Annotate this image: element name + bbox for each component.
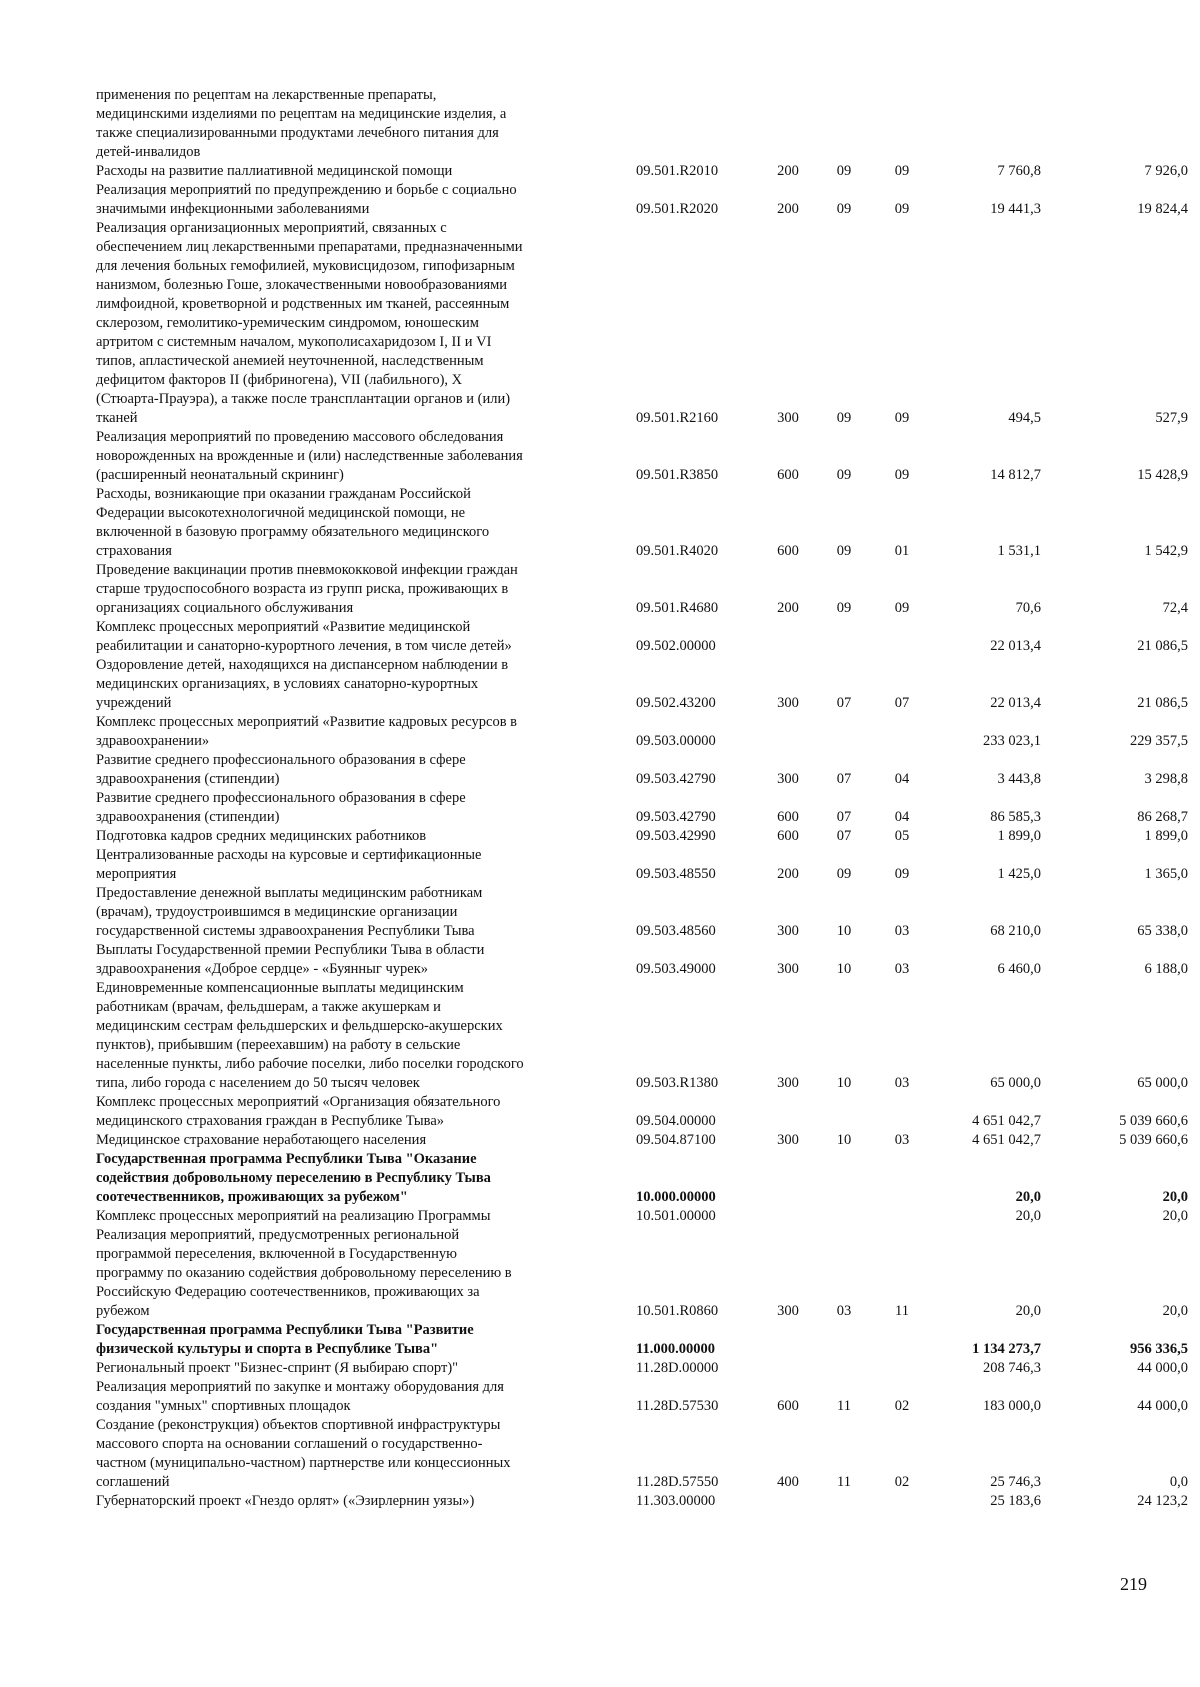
row-description: Губернаторский проект «Гнездо орлят» («Эзирлернин уязы») [96, 1493, 475, 1509]
row-section: 09 [836, 866, 852, 882]
row-code: 09.503.42990 [636, 828, 716, 844]
table-row [96, 979, 1194, 1093]
table-row [96, 485, 1194, 561]
row-subsection: 09 [894, 600, 910, 616]
row-expense-type [761, 1093, 815, 1131]
row-section [815, 1321, 873, 1359]
row-subsection: 02 [894, 1398, 910, 1414]
row-expense-type: 600 [777, 809, 799, 825]
table-row [96, 1093, 1194, 1131]
row-subsection: 03 [894, 961, 910, 977]
row-subsection [873, 1207, 931, 1226]
row-subsection [873, 618, 931, 656]
row-amount-year-1 [931, 86, 1067, 162]
row-expense-type [761, 1492, 815, 1511]
row-amount-year-2: 527,9 [1155, 410, 1188, 426]
row-amount-year-1: 65 000,0 [990, 1075, 1041, 1091]
row-subsection: 09 [894, 201, 910, 217]
row-amount-year-1: 20,0 [1015, 1189, 1041, 1205]
row-amount-year-1: 1 899,0 [997, 828, 1041, 844]
row-amount-year-1: 14 812,7 [990, 467, 1041, 483]
row-section [815, 1492, 873, 1511]
row-amount-year-2: 229 357,5 [1130, 733, 1188, 749]
row-description: Реализация мероприятий по проведению массового обследования новорожденных на врожденные и (или) наследственные заболевания (расширенный неонатальный скрининг) [96, 429, 523, 483]
row-subsection: 09 [894, 410, 910, 426]
row-expense-type [761, 86, 815, 162]
row-subsection: 09 [894, 163, 910, 179]
row-amount-year-1: 1 531,1 [997, 543, 1041, 559]
row-section [815, 713, 873, 751]
row-section: 03 [836, 1303, 852, 1319]
row-code: 11.303.00000 [636, 1493, 716, 1509]
row-subsection [873, 713, 931, 751]
row-amount-year-1: 86 585,3 [990, 809, 1041, 825]
table-row [96, 1150, 1194, 1207]
table-row [96, 941, 1194, 979]
row-description: Проведение вакцинации против пневмококковой инфекции граждан старше трудоспособного возраста из групп риска, проживающих в организациях социального обслуживания [96, 562, 518, 616]
row-expense-type: 300 [777, 1075, 799, 1091]
table-row [96, 86, 1194, 162]
row-section: 11 [837, 1474, 851, 1490]
row-expense-type [761, 1150, 815, 1207]
row-description: Комплекс процессных мероприятий «Развитие медицинской реабилитации и санаторно-курортного лечения, в том числе детей» [96, 619, 512, 654]
row-description: Государственная программа Республики Тыва "Развитие физической культуры и спорта в Республике Тыва" [96, 1322, 474, 1357]
row-description: Оздоровление детей, находящихся на диспансерном наблюдении в медицинских организациях, в условиях санаторно-курортных учреждений [96, 657, 509, 711]
row-amount-year-2: 3 298,8 [1144, 771, 1188, 787]
row-subsection: 03 [894, 923, 910, 939]
row-subsection: 07 [894, 695, 910, 711]
row-amount-year-2: 65 000,0 [1137, 1075, 1188, 1091]
table-row [96, 428, 1194, 485]
row-section: 09 [836, 600, 852, 616]
table-row [96, 713, 1194, 751]
row-description: Подготовка кадров средних медицинских работников [96, 828, 427, 844]
row-code: 09.503.48560 [636, 923, 716, 939]
table-row [96, 827, 1194, 846]
row-code: 09.501.R4020 [636, 543, 719, 559]
row-expense-type: 600 [777, 467, 799, 483]
row-section [815, 1359, 873, 1378]
row-amount-year-1: 4 651 042,7 [972, 1132, 1041, 1148]
row-expense-type: 600 [777, 543, 799, 559]
table-row [96, 1321, 1194, 1359]
table-row [96, 1131, 1194, 1150]
row-code: 09.503.48550 [636, 866, 716, 882]
row-section: 07 [836, 695, 852, 711]
row-amount-year-2: 0,0 [1169, 1474, 1188, 1490]
row-description: Реализация мероприятий по предупреждению и борьбе с социально значимыми инфекционными заболеваниями [96, 182, 517, 217]
row-section: 09 [836, 543, 852, 559]
row-amount-year-2: 19 824,4 [1137, 201, 1188, 217]
row-section: 10 [836, 1132, 852, 1148]
row-expense-type: 300 [777, 695, 799, 711]
row-expense-type [761, 618, 815, 656]
row-code [636, 86, 761, 162]
row-description: Расходы на развитие паллиативной медицинской помощи [96, 163, 453, 179]
row-expense-type: 300 [777, 410, 799, 426]
row-section: 09 [836, 201, 852, 217]
row-amount-year-1: 25 746,3 [990, 1474, 1041, 1490]
row-amount-year-2 [1067, 86, 1194, 162]
row-subsection [873, 1150, 931, 1207]
table-row [96, 181, 1194, 219]
page-number: 219 [1120, 1574, 1147, 1594]
row-code: 09.504.00000 [636, 1113, 716, 1129]
row-amount-year-2: 86 268,7 [1137, 809, 1188, 825]
row-amount-year-1: 233 023,1 [983, 733, 1041, 749]
row-section: 09 [836, 163, 852, 179]
row-subsection: 04 [894, 771, 910, 787]
row-section [815, 1093, 873, 1131]
row-amount-year-2: 1 365,0 [1144, 866, 1188, 882]
row-description: Развитие среднего профессионального образования в сфере здравоохранения (стипендии) [96, 752, 466, 787]
row-subsection: 05 [894, 828, 910, 844]
row-subsection [873, 86, 931, 162]
row-code: 09.504.87100 [636, 1132, 716, 1148]
row-amount-year-1: 20,0 [1015, 1303, 1041, 1319]
row-amount-year-2: 5 039 660,6 [1119, 1113, 1188, 1129]
row-section: 10 [836, 1075, 852, 1091]
row-description: Развитие среднего профессионального образования в сфере здравоохранения (стипендии) [96, 790, 466, 825]
row-expense-type: 300 [777, 1132, 799, 1148]
row-description: Комплекс процессных мероприятий «Развитие кадровых ресурсов в здравоохранении» [96, 714, 518, 749]
row-subsection: 09 [894, 866, 910, 882]
row-amount-year-2: 20,0 [1162, 1208, 1188, 1224]
row-section: 07 [836, 809, 852, 825]
row-code: 11.28D.57530 [636, 1398, 719, 1414]
row-amount-year-1: 22 013,4 [990, 695, 1041, 711]
row-amount-year-2: 65 338,0 [1137, 923, 1188, 939]
row-description: Реализация мероприятий по закупке и монтажу оборудования для создания "умных" спортивных площадок [96, 1379, 504, 1414]
row-code: 09.501.R3850 [636, 467, 719, 483]
row-description: Расходы, возникающие при оказании гражданам Российской Федерации высокотехнологичной медицинской помощи, не включенной в базовую программу обязательного медицинского страхования [96, 486, 490, 559]
row-expense-type: 300 [777, 771, 799, 787]
row-description: Централизованные расходы на курсовые и сертификационные мероприятия [96, 847, 482, 882]
row-subsection: 11 [895, 1303, 909, 1319]
row-code: 10.501.R0860 [636, 1303, 719, 1319]
row-subsection: 09 [894, 467, 910, 483]
row-description: Государственная программа Республики Тыва "Оказание содействия добровольному переселению в Республику Тыва соотечественников, проживающих за рубежом" [96, 1151, 491, 1205]
row-description: Единовременные компенсационные выплаты медицинским работникам (врачам, фельдшерам, а также акушеркам и медицинским сестрам фельдшерских и фельдшерско-акушерских пунктов), прибывшим (переехавшим) на работу в сельские населенные пункты, либо рабочие поселки, либо поселки городского типа, либо города с населением до 50 тысяч человек [96, 980, 524, 1091]
row-amount-year-1: 68 210,0 [990, 923, 1041, 939]
row-expense-type: 400 [777, 1474, 799, 1490]
row-expense-type: 300 [777, 1303, 799, 1319]
row-amount-year-2: 7 926,0 [1144, 163, 1188, 179]
row-amount-year-2: 5 039 660,6 [1119, 1132, 1188, 1148]
row-expense-type: 200 [777, 600, 799, 616]
row-expense-type [761, 1359, 815, 1378]
row-section: 07 [836, 771, 852, 787]
table-row [96, 1378, 1194, 1416]
row-code: 11.28D.57550 [636, 1474, 719, 1490]
row-subsection [873, 1321, 931, 1359]
row-code: 09.501.R2010 [636, 163, 719, 179]
row-expense-type: 600 [777, 1398, 799, 1414]
table-row [96, 1416, 1194, 1492]
row-expense-type: 200 [777, 866, 799, 882]
row-amount-year-2: 20,0 [1162, 1189, 1188, 1205]
row-amount-year-1: 19 441,3 [990, 201, 1041, 217]
row-amount-year-2: 1 899,0 [1144, 828, 1188, 844]
row-section: 10 [836, 961, 852, 977]
row-expense-type [761, 1321, 815, 1359]
row-section: 09 [836, 467, 852, 483]
budget-table [96, 86, 1194, 1511]
table-row [96, 1226, 1194, 1321]
row-amount-year-2: 1 542,9 [1144, 543, 1188, 559]
row-amount-year-1: 3 443,8 [997, 771, 1041, 787]
row-amount-year-1: 20,0 [1015, 1208, 1041, 1224]
row-code: 11.000.00000 [636, 1341, 715, 1357]
row-section: 07 [836, 828, 852, 844]
row-amount-year-1: 6 460,0 [997, 961, 1041, 977]
row-subsection [873, 1492, 931, 1511]
row-expense-type [761, 713, 815, 751]
row-amount-year-2: 21 086,5 [1137, 638, 1188, 654]
table-row [96, 884, 1194, 941]
row-code: 09.502.43200 [636, 695, 716, 711]
table-row [96, 1492, 1194, 1511]
row-code: 09.501.R2020 [636, 201, 719, 217]
row-code: 09.502.00000 [636, 638, 716, 654]
row-amount-year-2: 21 086,5 [1137, 695, 1188, 711]
row-subsection: 04 [894, 809, 910, 825]
row-code: 10.501.00000 [636, 1208, 716, 1224]
row-amount-year-2: 956 336,5 [1130, 1341, 1188, 1357]
row-amount-year-1: 70,6 [1015, 600, 1041, 616]
row-code: 10.000.00000 [636, 1189, 716, 1205]
row-section [815, 1207, 873, 1226]
row-code: 09.503.R1380 [636, 1075, 719, 1091]
row-section [815, 1150, 873, 1207]
row-description: применения по рецептам на лекарственные препараты, медицинскими изделиями по рецептам на медицинские изделия, а также специализированными продуктами лечебного питания для детей-инвалидов [96, 87, 507, 160]
row-amount-year-2: 15 428,9 [1137, 467, 1188, 483]
row-description: Комплекс процессных мероприятий «Организация обязательного медицинского страхования граждан в Республике Тыва» [96, 1094, 501, 1129]
budget-table-body [96, 86, 1194, 1511]
row-description: Реализация мероприятий, предусмотренных региональной программой переселения, включенной в Государственную программу по оказанию содействия добровольному переселению в Российскую Федерацию соотечественников, проживающих за рубежом [96, 1227, 512, 1319]
row-amount-year-1: 25 183,6 [990, 1493, 1041, 1509]
row-amount-year-1: 4 651 042,7 [972, 1113, 1041, 1129]
row-section [815, 618, 873, 656]
row-expense-type: 600 [777, 828, 799, 844]
table-row [96, 1207, 1194, 1226]
row-amount-year-1: 22 013,4 [990, 638, 1041, 654]
row-amount-year-1: 183 000,0 [983, 1398, 1041, 1414]
row-code: 09.503.42790 [636, 809, 716, 825]
table-row [96, 1359, 1194, 1378]
row-section: 09 [836, 410, 852, 426]
row-code: 09.501.R4680 [636, 600, 719, 616]
table-row [96, 751, 1194, 789]
row-description: Медицинское страхование неработающего населения [96, 1132, 427, 1148]
row-amount-year-2: 24 123,2 [1137, 1493, 1188, 1509]
row-code: 09.501.R2160 [636, 410, 719, 426]
row-expense-type: 300 [777, 923, 799, 939]
row-expense-type: 200 [777, 201, 799, 217]
row-code: 11.28D.00000 [636, 1360, 719, 1376]
row-description: Создание (реконструкция) объектов спортивной инфраструктуры массового спорта на основании соглашений о государственно- частном (муниципально-частном) партнерстве или концессионных соглашений [96, 1417, 511, 1490]
row-subsection [873, 1359, 931, 1378]
table-row [96, 162, 1194, 181]
row-amount-year-2: 44 000,0 [1137, 1360, 1188, 1376]
row-subsection: 02 [894, 1474, 910, 1490]
table-row [96, 656, 1194, 713]
row-code: 09.503.00000 [636, 733, 716, 749]
row-expense-type: 200 [777, 163, 799, 179]
row-expense-type [761, 1207, 815, 1226]
row-amount-year-2: 6 188,0 [1144, 961, 1188, 977]
row-description: Комплекс процессных мероприятий на реализацию Программы [96, 1208, 491, 1224]
row-description: Региональный проект "Бизнес-спринт (Я выбираю спорт)" [96, 1360, 459, 1376]
table-row [96, 846, 1194, 884]
row-amount-year-2: 20,0 [1162, 1303, 1188, 1319]
row-subsection: 01 [894, 543, 910, 559]
row-code: 09.503.49000 [636, 961, 716, 977]
row-description: Выплаты Государственной премии Республики Тыва в области здравоохранения «Доброе сердце» - «Буянныг чурек» [96, 942, 485, 977]
row-description: Реализация организационных мероприятий, связанных с обеспечением лиц лекарственными препаратами, предназначенными для лечения больных гемофилией, муковисцидозом, гипофизарным нанизмом, болезнью Гоше, злокачественными новообразованиями лимфоидной, кроветворной и родственных им тканей, рассеянным склерозом, гемолитико-уремическим синдромом, юношеским артритом с системным началом, мукополисахаридозом I, II и VI типов, апластической анемией неуточненной, наследственным дефицитом факторов II (фибриногена), VII (лабильного), X (Стюарта-Прауэра), а также после трансплантации органов и (или) тканей [96, 220, 523, 426]
row-section [815, 86, 873, 162]
row-description: Предоставление денежной выплаты медицинским работникам (врачам), трудоустроившимся в медицинские организации государственной системы здравоохранения Республики Тыва [96, 885, 483, 939]
row-code: 09.503.42790 [636, 771, 716, 787]
row-section: 10 [836, 923, 852, 939]
table-row [96, 219, 1194, 428]
table-row [96, 789, 1194, 827]
row-amount-year-1: 1 134 273,7 [972, 1341, 1041, 1357]
row-section: 11 [837, 1398, 851, 1414]
row-amount-year-2: 44 000,0 [1137, 1398, 1188, 1414]
row-amount-year-2: 72,4 [1162, 600, 1188, 616]
row-subsection: 03 [894, 1075, 910, 1091]
row-amount-year-1: 494,5 [1008, 410, 1041, 426]
table-row [96, 561, 1194, 618]
row-amount-year-1: 208 746,3 [983, 1360, 1041, 1376]
row-amount-year-1: 1 425,0 [997, 866, 1041, 882]
table-row [96, 618, 1194, 656]
row-subsection [873, 1093, 931, 1131]
row-amount-year-1: 7 760,8 [997, 163, 1041, 179]
row-subsection: 03 [894, 1132, 910, 1148]
row-expense-type: 300 [777, 961, 799, 977]
